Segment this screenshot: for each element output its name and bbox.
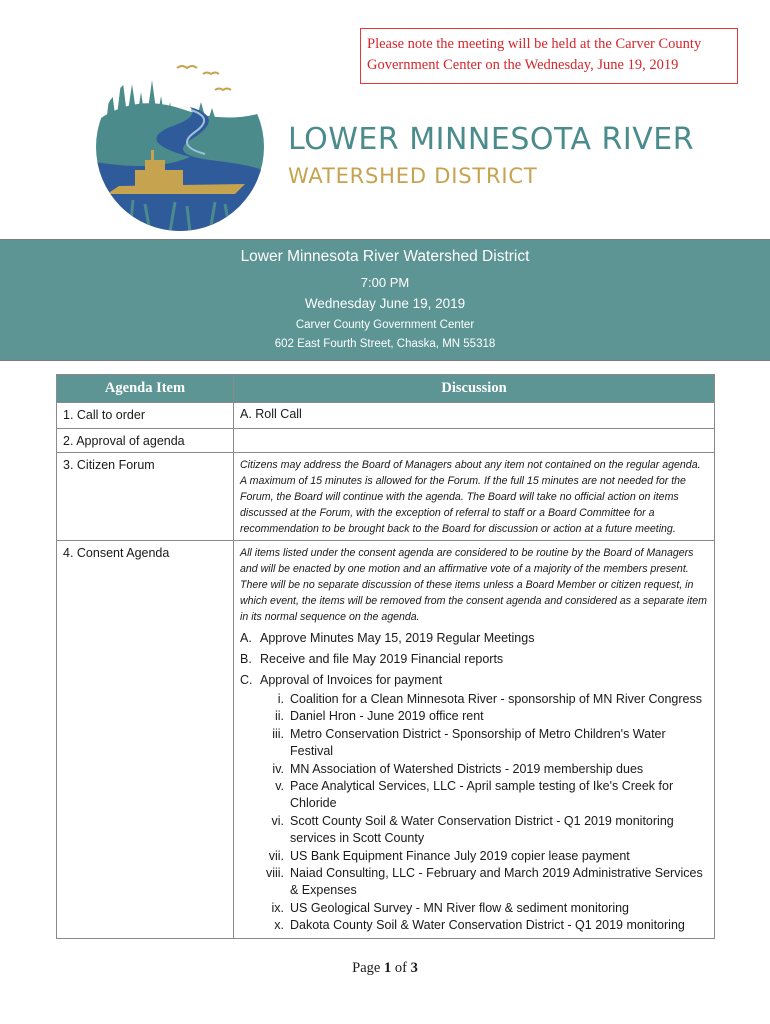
invoice-text: US Geological Survey - MN River flow & sediment monitoring xyxy=(290,900,630,915)
brand-subtitle: WATERSHED DISTRICT xyxy=(288,164,538,188)
invoice-text: MN Association of Watershed Districts - 2019 membership dues xyxy=(290,761,644,776)
invoice-item xyxy=(240,813,708,848)
invoice-list xyxy=(240,691,708,935)
invoice-number: v. xyxy=(275,779,284,794)
invoice-text: Pace Analytical Services, LLC - April sample testing of Ike's Creek for Chloride xyxy=(290,779,674,811)
agenda-item: 1. Call to order xyxy=(57,403,234,429)
page-number: 1 xyxy=(383,960,392,976)
banner-address: 602 East Fourth Street, Chaska, MN 55318 xyxy=(274,338,496,350)
invoice-number: ii. xyxy=(274,709,284,724)
invoice-number: vii. xyxy=(268,848,284,863)
list-item xyxy=(240,628,708,649)
invoice-text: Naiad Consulting, LLC - February and March 2019 Administrative Services & Expenses xyxy=(290,866,703,898)
table-row xyxy=(57,429,715,453)
invoice-item xyxy=(240,691,708,708)
agenda-item: 4. Consent Agenda xyxy=(57,541,234,939)
invoice-item xyxy=(240,848,708,865)
page-word: Page xyxy=(352,960,381,976)
discussion-cell xyxy=(234,453,715,541)
page-footer xyxy=(0,960,770,977)
invoice-item xyxy=(240,865,708,900)
invoice-number: ix. xyxy=(271,900,284,915)
table-row xyxy=(57,453,715,541)
meeting-banner xyxy=(0,239,770,361)
invoice-item xyxy=(240,761,708,778)
agenda-item-header: Agenda Item xyxy=(57,375,234,403)
invoice-number: viii. xyxy=(265,866,284,881)
invoice-text: Dakota County Soil & Water Conservation District - Q1 2019 monitoring xyxy=(290,918,685,933)
invoice-text: Daniel Hron - June 2019 office rent xyxy=(290,709,484,724)
invoice-number: iv. xyxy=(272,761,284,776)
table-row xyxy=(57,403,715,429)
invoice-item xyxy=(240,917,708,934)
banner-time: 7:00 PM xyxy=(360,275,410,290)
invoice-item xyxy=(240,778,708,813)
sub-item-text: Approval of Invoices for payment xyxy=(260,673,443,687)
list-item xyxy=(240,649,708,670)
invoice-item xyxy=(240,708,708,725)
invoice-text: Scott County Soil & Water Conservation District - Q1 2019 monitoring services in Scott County xyxy=(290,813,674,846)
sub-item-text: Receive and file May 2019 Financial reports xyxy=(260,652,504,666)
consent-agenda-intro: All items listed under the consent agenda are considered to be routine by the Board of Managers and will be enacted by one motion and an affirmative vote of a majority of the members present. There will be no separate discussion of these items unless a Board Member or citizen request, in which event, the items will be removed from the consent agenda and considered as a separate item in its normal sequence on the agenda. xyxy=(240,547,707,623)
meeting-location-notice xyxy=(360,28,738,84)
invoice-item xyxy=(240,900,708,917)
invoice-number: iii. xyxy=(272,726,284,741)
discussion-cell xyxy=(234,541,715,939)
notice-line-2: Government Center on the Wednesday, June 19, 2019 xyxy=(367,57,679,73)
invoice-text: US Bank Equipment Finance July 2019 copier lease payment xyxy=(290,848,630,863)
of-word: of xyxy=(394,960,407,976)
notice-line-1: Please note the meeting will be held at the Carver County xyxy=(367,36,702,52)
agenda-table xyxy=(56,374,715,939)
sub-item-label: B. xyxy=(240,652,252,666)
discussion-cell: A. Roll Call xyxy=(234,403,715,429)
discussion-cell xyxy=(234,429,715,453)
agenda-item: 2. Approval of agenda xyxy=(57,429,234,453)
invoice-text: Metro Conservation District - Sponsorship of Metro Children's Water Festival xyxy=(290,726,666,759)
invoice-item xyxy=(240,726,708,761)
discussion-header: Discussion xyxy=(234,375,715,403)
agenda-item: 3. Citizen Forum xyxy=(57,453,234,541)
banner-date: Wednesday June 19, 2019 xyxy=(304,296,466,311)
page-total: 3 xyxy=(410,960,418,976)
watershed-logo-icon xyxy=(95,62,265,232)
list-item xyxy=(240,670,708,691)
invoice-text: Coalition for a Clean Minnesota River - sponsorship of MN River Congress xyxy=(290,692,702,706)
invoice-number: vi. xyxy=(271,813,284,828)
invoice-number: i. xyxy=(277,692,284,706)
table-row xyxy=(57,541,715,939)
agenda-header-row xyxy=(57,375,715,403)
sub-item-label: A. xyxy=(240,631,252,645)
brand-title: LOWER MINNESOTA RIVER xyxy=(288,122,695,157)
sub-item-text: Approve Minutes May 15, 2019 Regular Meetings xyxy=(260,631,535,645)
banner-venue: Carver County Government Center xyxy=(295,319,475,331)
sub-item-label: C. xyxy=(240,673,253,687)
banner-org: Lower Minnesota River Watershed District xyxy=(240,248,530,265)
citizen-forum-text: Citizens may address the Board of Managers about any item not contained on the regular agenda. A maximum of 15 minutes is allowed for the Forum. If the full 15 minutes are not needed for the Forum, the Board will continue with the agenda. The Board will take no official action on items discussed at the Forum, with the exception of referral to staff or a Board Committee for a recommendation to be brought back to the Board for discussion or action at a future meeting. xyxy=(240,459,701,535)
invoice-number: x. xyxy=(274,918,284,933)
